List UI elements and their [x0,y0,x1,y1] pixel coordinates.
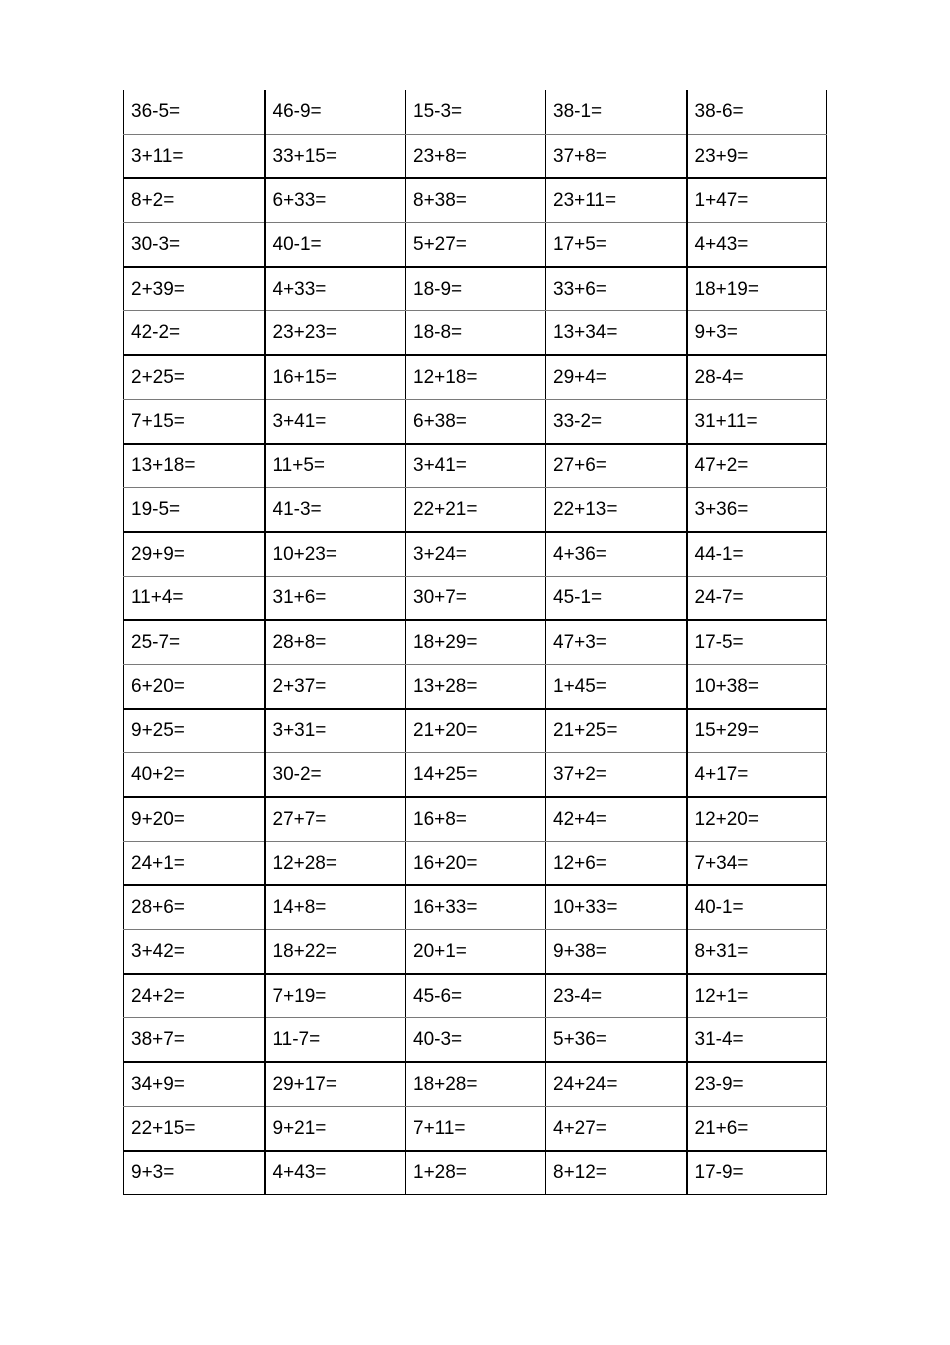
problem-cell: 4+43= [265,1151,406,1195]
worksheet-row [124,355,827,399]
problem-cell: 7+11= [406,1106,546,1150]
problem-cell: 23-9= [687,1062,827,1106]
problem-cell: 13+18= [124,444,265,488]
problem-cell: 12+18= [406,355,546,399]
worksheet-row [124,841,827,885]
problem-cell: 23+8= [406,134,546,178]
problem-cell: 24+24= [546,1062,687,1106]
worksheet-row [124,1062,827,1106]
problem-cell: 18-9= [406,267,546,311]
problem-cell: 47+3= [546,620,687,664]
problem-cell: 5+36= [546,1018,687,1062]
problem-cell: 46-9= [265,90,406,134]
problem-cell: 18+19= [687,267,827,311]
problem-cell: 15+29= [687,709,827,753]
problem-cell: 24+2= [124,974,265,1018]
worksheet-row [124,488,827,532]
problem-cell: 33+15= [265,134,406,178]
problem-cell: 13+34= [546,311,687,355]
problem-cell: 31+11= [687,399,827,443]
worksheet-row [124,90,827,134]
problem-cell: 18+22= [265,930,406,974]
worksheet-body [124,90,827,1195]
problem-cell: 30-3= [124,223,265,267]
problem-cell: 8+12= [546,1151,687,1195]
problem-cell: 18+29= [406,620,546,664]
problem-cell: 21+20= [406,709,546,753]
problem-cell: 2+25= [124,355,265,399]
worksheet-row [124,134,827,178]
problem-cell: 6+38= [406,399,546,443]
problem-cell: 42+4= [546,797,687,841]
problem-cell: 4+17= [687,753,827,797]
problem-cell: 14+8= [265,885,406,929]
problem-cell: 37+8= [546,134,687,178]
problem-cell: 10+23= [265,532,406,576]
problem-cell: 31+6= [265,576,406,620]
worksheet-row [124,709,827,753]
problem-cell: 22+13= [546,488,687,532]
worksheet-row [124,267,827,311]
problem-cell: 24+1= [124,841,265,885]
problem-cell: 12+20= [687,797,827,841]
problem-cell: 33-2= [546,399,687,443]
worksheet-row [124,930,827,974]
problem-cell: 23-4= [546,974,687,1018]
problem-cell: 16+33= [406,885,546,929]
problem-cell: 1+28= [406,1151,546,1195]
worksheet-row [124,576,827,620]
problem-cell: 36-5= [124,90,265,134]
problem-cell: 16+8= [406,797,546,841]
problem-cell: 9+3= [124,1151,265,1195]
worksheet-row [124,223,827,267]
problem-cell: 4+43= [687,223,827,267]
problem-cell: 8+38= [406,178,546,222]
problem-cell: 1+47= [687,178,827,222]
problem-cell: 14+25= [406,753,546,797]
problem-cell: 7+15= [124,399,265,443]
problem-cell: 5+27= [406,223,546,267]
worksheet-row [124,974,827,1018]
problem-cell: 3+11= [124,134,265,178]
problem-cell: 11+5= [265,444,406,488]
problem-cell: 40+2= [124,753,265,797]
problem-cell: 42-2= [124,311,265,355]
problem-cell: 2+39= [124,267,265,311]
problem-cell: 9+20= [124,797,265,841]
worksheet-row [124,1106,827,1150]
problem-cell: 18+28= [406,1062,546,1106]
problem-cell: 28-4= [687,355,827,399]
problem-cell: 47+2= [687,444,827,488]
problem-cell: 25-7= [124,620,265,664]
worksheet-row [124,178,827,222]
problem-cell: 16+15= [265,355,406,399]
problem-cell: 18-8= [406,311,546,355]
problem-cell: 6+20= [124,664,265,708]
problem-cell: 40-1= [265,223,406,267]
problem-cell: 17-9= [687,1151,827,1195]
problem-cell: 23+11= [546,178,687,222]
problem-cell: 19-5= [124,488,265,532]
problem-cell: 31-4= [687,1018,827,1062]
problem-cell: 9+3= [687,311,827,355]
problem-cell: 3+41= [406,444,546,488]
worksheet-row [124,444,827,488]
problem-cell: 6+33= [265,178,406,222]
problem-cell: 22+15= [124,1106,265,1150]
problem-cell: 9+25= [124,709,265,753]
problem-cell: 22+21= [406,488,546,532]
problem-cell: 1+45= [546,664,687,708]
problem-cell: 34+9= [124,1062,265,1106]
problem-cell: 7+34= [687,841,827,885]
worksheet-row [124,311,827,355]
problem-cell: 9+38= [546,930,687,974]
problem-cell: 41-3= [265,488,406,532]
problem-cell: 3+31= [265,709,406,753]
problem-cell: 21+6= [687,1106,827,1150]
problem-cell: 11-7= [265,1018,406,1062]
problem-cell: 13+28= [406,664,546,708]
arithmetic-worksheet-table [123,90,827,1195]
worksheet-row [124,1018,827,1062]
problem-cell: 30+7= [406,576,546,620]
worksheet-row [124,399,827,443]
problem-cell: 27+7= [265,797,406,841]
problem-cell: 29+9= [124,532,265,576]
problem-cell: 10+33= [546,885,687,929]
worksheet-row [124,885,827,929]
worksheet-row [124,620,827,664]
problem-cell: 12+28= [265,841,406,885]
problem-cell: 45-1= [546,576,687,620]
worksheet-row [124,753,827,797]
problem-cell: 8+2= [124,178,265,222]
problem-cell: 40-3= [406,1018,546,1062]
problem-cell: 17-5= [687,620,827,664]
worksheet-row [124,1151,827,1195]
problem-cell: 38-6= [687,90,827,134]
worksheet-row [124,797,827,841]
problem-cell: 17+5= [546,223,687,267]
problem-cell: 44-1= [687,532,827,576]
problem-cell: 12+1= [687,974,827,1018]
problem-cell: 16+20= [406,841,546,885]
problem-cell: 40-1= [687,885,827,929]
problem-cell: 8+31= [687,930,827,974]
problem-cell: 28+8= [265,620,406,664]
problem-cell: 30-2= [265,753,406,797]
problem-cell: 12+6= [546,841,687,885]
problem-cell: 3+36= [687,488,827,532]
problem-cell: 3+24= [406,532,546,576]
problem-cell: 11+4= [124,576,265,620]
problem-cell: 15-3= [406,90,546,134]
problem-cell: 45-6= [406,974,546,1018]
problem-cell: 9+21= [265,1106,406,1150]
problem-cell: 3+41= [265,399,406,443]
problem-cell: 7+19= [265,974,406,1018]
problem-cell: 4+36= [546,532,687,576]
worksheet-row [124,664,827,708]
problem-cell: 38-1= [546,90,687,134]
problem-cell: 10+38= [687,664,827,708]
problem-cell: 29+4= [546,355,687,399]
problem-cell: 33+6= [546,267,687,311]
problem-cell: 23+23= [265,311,406,355]
problem-cell: 2+37= [265,664,406,708]
problem-cell: 21+25= [546,709,687,753]
problem-cell: 38+7= [124,1018,265,1062]
problem-cell: 29+17= [265,1062,406,1106]
problem-cell: 3+42= [124,930,265,974]
worksheet-row [124,532,827,576]
problem-cell: 23+9= [687,134,827,178]
problem-cell: 27+6= [546,444,687,488]
problem-cell: 24-7= [687,576,827,620]
problem-cell: 28+6= [124,885,265,929]
problem-cell: 20+1= [406,930,546,974]
problem-cell: 37+2= [546,753,687,797]
problem-cell: 4+27= [546,1106,687,1150]
problem-cell: 4+33= [265,267,406,311]
